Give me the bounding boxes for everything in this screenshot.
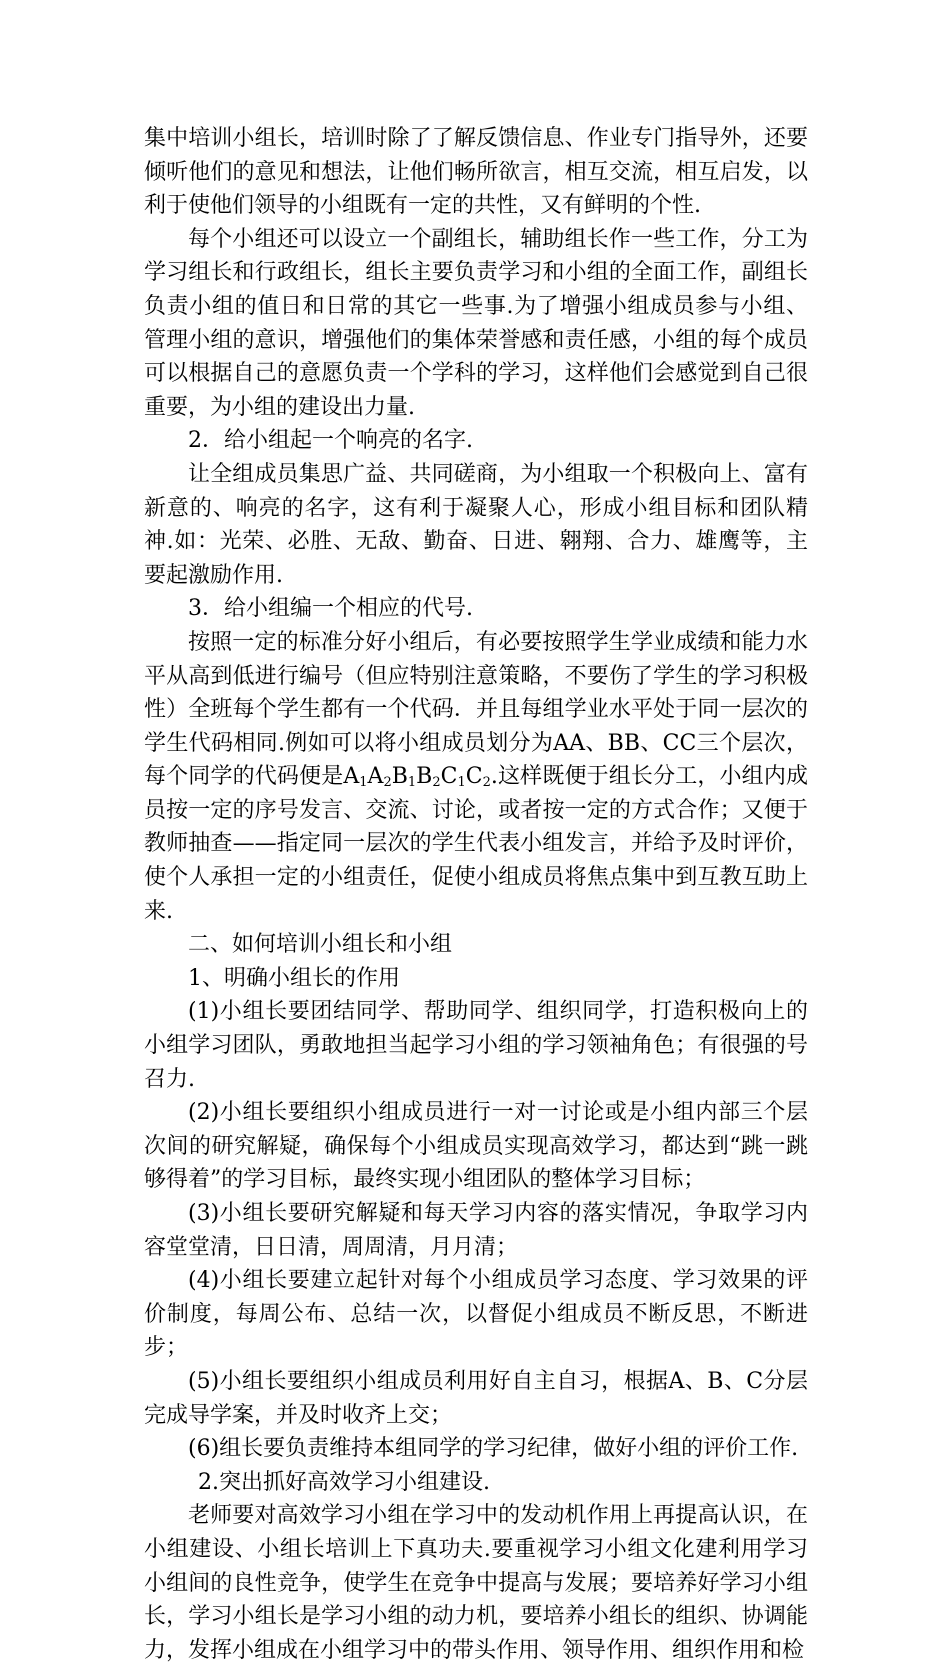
subsection-heading: 2.突出抓好高效学习小组建设.: [198, 1469, 490, 1495]
subsection-heading: 1、明确小组长的作用: [188, 965, 400, 991]
code-subscript: 1: [407, 775, 417, 791]
code-subscript: 2: [432, 775, 441, 791]
paragraph: 每个小组还可以设立一个副组长，辅助组长作一些工作，分工为学习组长和行政组长，组长主要负责学习和小组的全面工作，副组长负责小组的值日和日常的其它一些事.为了增强小组成员参与小组、管理小组的意识，增强他们的集体荣誉感和责任感，小组的每个成员可以根据自己的意愿负责一个学科的学习，这样他们会感觉到自己很重要，为小组的建设出力量.: [144, 226, 808, 420]
paragraph-with-codes: [144, 626, 808, 928]
list-item: (1)小组长要团结同学、帮助同学、组织同学，打造积极向上的小组学习团队，勇敢地担当起学习小组的学习领袖角色；有很强的号召力.: [144, 999, 808, 1092]
list-item: (3)小组长要研究解疑和每天学习内容的落实情况，争取学习内容堂堂清，日日清，周周清，月月清；: [144, 1201, 808, 1260]
code-letter: B: [416, 764, 433, 790]
code-subscript: 2: [482, 775, 491, 791]
paragraph: 集中培训小组长，培训时除了了解反馈信息、作业专门指导外，还要倾听他们的意见和想法，让他们畅所欲言，相互交流，相互启发，以利于使他们领导的小组既有一定的共性，又有鲜明的个性.: [144, 126, 808, 219]
code-letter: C: [465, 764, 483, 790]
paragraph: 让全组成员集思广益、共同磋商，为小组取一个积极向上、富有新意的、响亮的名字，这有利于凝聚人心，形成小组目标和团队精神.如：光荣、必胜、无敌、勤奋、日进、翱翔、合力、雄鹰等，主要起激励作用.: [144, 461, 808, 588]
code-letter: B: [391, 764, 408, 790]
section-heading: 2．给小组起一个响亮的名字.: [188, 428, 473, 454]
list-item: (6)组长要负责维持本组同学的学习纪律，做好小组的评价工作.: [188, 1436, 799, 1462]
code-letter: A: [343, 764, 360, 790]
list-item: (2)小组长要组织小组成员进行一对一讨论或是小组内部三个层次间的研究解疑，确保每个小组成员实现高效学习，都达到“跳一跳够得着”的学习目标，最终实现小组团队的整体学习目标；: [144, 1100, 808, 1193]
code-letter: A: [367, 764, 384, 790]
section-heading: 二、如何培训小组长和小组: [188, 932, 453, 958]
document-page: [144, 122, 808, 1667]
code-subscript: 2: [383, 775, 392, 791]
code-subscript: 1: [457, 775, 466, 791]
paragraph-text-part-1: 按照一定的标准分好小组后，有必要按照学生学业成绩和能力水平从高到低进行编号（但应特别注意策略，不要伤了学生的学习积极性）全班每个学生都有一个代码．并且每组学业水平处于同一层次的学生代码相同.例如可以将小组成员划分为AA、BB、CC三个层次，每个同学的代码便是: [144, 629, 808, 790]
list-item: (4)小组长要建立起针对每个小组成员学习态度、学习效果的评价制度，每周公布、总结一次，以督促小组成员不断反思，不断进步；: [144, 1268, 808, 1361]
paragraph-text-part-2: .这样既便于组长分工，小组内成员按一定的序号发言、交流、讨论，或者按一定的方式合作；又便于教师抽查——指定同一层次的学生代表小组发言，并给予及时评价，使个人承担一定的小组责任，促使小组成员将焦点集中到互教互助上来.: [144, 764, 808, 924]
code-letter: C: [440, 764, 458, 790]
section-heading: 3．给小组编一个相应的代号.: [188, 596, 473, 622]
list-item: (5)小组长要组织小组成员利用好自主自习，根据A、B、C分层完成导学案，并及时收齐上交；: [144, 1368, 808, 1428]
code-sequence: [343, 764, 491, 789]
paragraph: 老师要对高效学习小组在学习中的发动机作用上再提高认识，在小组建设、小组长培训上下真功夫.要重视学习小组文化建利用学习小组间的良性竞争，使学生在竞争中提高与发展；要培养好学习小组长，学习小组长是学习小组的动力机，要培养小组长的组织、协调能力，发挥小组成在小组学习中的带头作用、领导作用、组织作用和检: [144, 1503, 808, 1663]
code-subscript: 1: [359, 775, 368, 791]
